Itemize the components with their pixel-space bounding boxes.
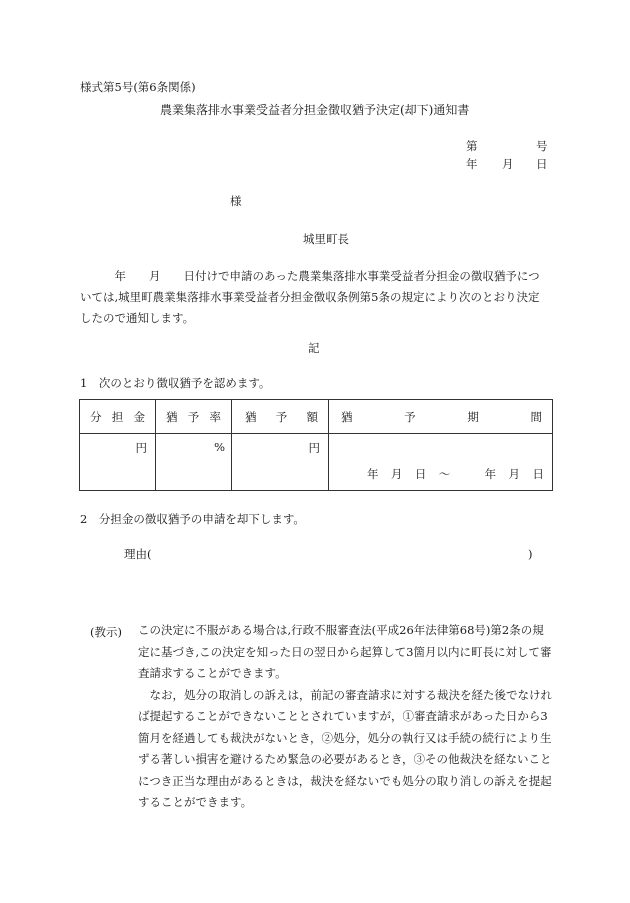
notice-line: 定に基づき,この決定を知った日の翌日から起算して3箇月以内に町長に対して審 xyxy=(138,644,552,659)
item-2: 2 分担金の徴収猶予の申請を却下します。 xyxy=(80,512,305,526)
notice-line: なお，処分の取消しの訴えは，前記の審査請求に対する裁決を経た後でなけれ xyxy=(138,687,552,702)
header-char: 間 xyxy=(530,409,542,424)
form-number: 様式第5号(第6条関係) xyxy=(80,80,196,94)
body-line: 年 月 日付けで申請のあった農業集落排水事業受益者分担金の徴収猶予につ xyxy=(80,269,540,283)
body-paragraph xyxy=(80,266,550,329)
deferred-amount-cell xyxy=(232,434,329,491)
header-deferred-amount xyxy=(232,400,329,434)
addressee: 様 xyxy=(230,194,242,208)
table-row xyxy=(80,434,553,491)
issue-date-month: 月 xyxy=(502,157,514,171)
header-char: 期 xyxy=(467,409,479,424)
header-char: 予 xyxy=(187,409,200,424)
period-start-month: 月 xyxy=(390,467,403,481)
unit-yen: 円 xyxy=(135,441,147,455)
header-char: 猶 xyxy=(341,409,353,424)
period-end-month: 月 xyxy=(508,467,521,481)
unit-yen: 円 xyxy=(308,441,320,455)
item-1: 1 次のとおり徴収猶予を認めます。 xyxy=(80,376,271,390)
period-start-year: 年 xyxy=(367,467,379,481)
notice-line: 箇月を経過しても裁決がないとき，②処分，処分の執行又は手続の続行により生 xyxy=(138,730,552,745)
header-char: 担 xyxy=(111,409,124,424)
notice-line: することができます。 xyxy=(138,795,253,809)
header-char: 予 xyxy=(404,409,416,424)
grant-table xyxy=(79,399,553,491)
header-period xyxy=(329,400,553,434)
document-title: 農業集落排水事業受益者分担金徴収猶予決定(却下)通知書 xyxy=(160,103,470,117)
rate-cell xyxy=(156,434,232,491)
header-char: 額 xyxy=(306,409,318,424)
header-char: 率 xyxy=(209,409,221,424)
header-char: 予 xyxy=(275,409,288,424)
header-char: 猶 xyxy=(245,409,257,424)
notice-line: ば提起することができないこととされていますが，①審査請求があった日から3 xyxy=(138,709,548,723)
reason-label: 理由( xyxy=(124,547,152,561)
notice-line: につき正当な理由があるときは，裁決を経ないでも処分の取り消しの訴えを提起 xyxy=(138,773,552,788)
ki-heading: 記 xyxy=(308,341,320,355)
period-end-year: 年 xyxy=(484,467,497,481)
period-tilde: ～ xyxy=(438,467,451,481)
period-end-day: 日 xyxy=(532,467,544,481)
sender: 城里町長 xyxy=(303,232,349,246)
body-line: したので通知します。 xyxy=(80,311,195,325)
issue-date-year: 年 xyxy=(466,157,478,171)
header-char: 猶 xyxy=(166,409,178,424)
notice-line: 査請求することができます。 xyxy=(138,666,287,680)
unit-percent: % xyxy=(214,440,225,454)
document-number-prefix: 第 xyxy=(466,139,478,153)
document-number-suffix: 号 xyxy=(536,139,548,153)
notice-label: (教示) xyxy=(90,625,122,639)
header-amount xyxy=(80,400,156,434)
header-char: 分 xyxy=(90,409,102,424)
body-line: いては,城里町農業集落排水事業受益者分担金徴収条例第5条の規定により次のとおり決定 xyxy=(80,290,540,304)
amount-cell xyxy=(80,434,156,491)
header-char: 金 xyxy=(133,409,145,424)
period-range xyxy=(367,466,544,482)
notice-body xyxy=(138,620,558,814)
notice-line: この決定に不服がある場合は,行政不服審査法(平成26年法律第68号)第2条の規 xyxy=(138,623,544,637)
header-rate xyxy=(156,400,232,434)
table-header-row xyxy=(80,400,553,434)
period-cell xyxy=(329,434,553,491)
issue-date-day: 日 xyxy=(536,157,548,171)
period-start-day: 日 xyxy=(414,467,427,481)
notice-line: ずる著しい損害を避けるため緊急の必要があるとき，③その他裁決を経ないこと xyxy=(138,752,552,766)
reason-close-paren: ) xyxy=(528,547,533,561)
